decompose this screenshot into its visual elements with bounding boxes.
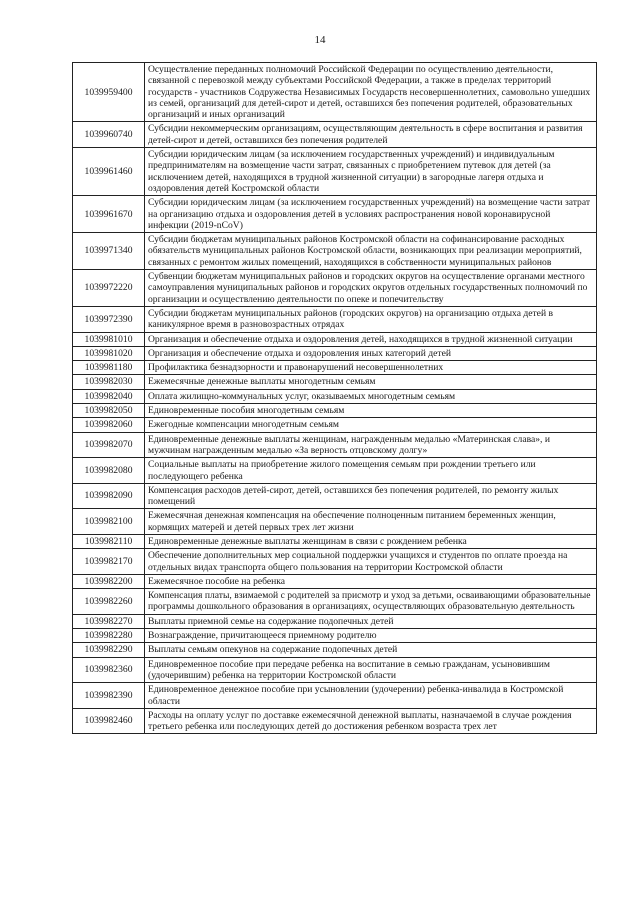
table-row — [73, 483, 597, 509]
table-row — [73, 643, 597, 657]
row-code: 1039971340 — [73, 233, 145, 270]
row-code: 1039960740 — [73, 122, 145, 148]
row-code: 1039982090 — [73, 483, 145, 509]
table-row — [73, 708, 597, 734]
table-row — [73, 63, 597, 122]
table-row — [73, 270, 597, 307]
row-code: 1039982260 — [73, 589, 145, 615]
row-description: Субсидии некоммерческим организациям, осуществляющим деятельность в сфере воспитания и развития детей-сирот и детей, оставшихся без попечения родителей — [145, 122, 597, 148]
row-description: Ежегодные компенсации многодетным семьям — [145, 418, 597, 432]
row-description: Оплата жилищно-коммунальных услуг, оказываемых многодетным семьям — [145, 389, 597, 403]
row-description: Выплаты семьям опекунов на содержание подопечных детей — [145, 643, 597, 657]
row-code: 1039982070 — [73, 432, 145, 458]
row-code: 1039959400 — [73, 63, 145, 122]
table-row — [73, 657, 597, 683]
page-number: 14 — [314, 34, 326, 46]
row-description: Субсидии юридическим лицам (за исключением государственных учреждений) на возмещение части затрат на организацию отдыха и оздоровления детей в условиях распространения новой коронавирусной инфекции (2019-nCoV) — [145, 196, 597, 233]
row-description: Компенсация расходов детей-сирот, детей, оставшихся без попечения родителей, по ремонту жилых помещений — [145, 483, 597, 509]
row-description: Субсидии бюджетам муниципальных районов (городских округов) на организацию отдыха детей в каникулярное время в разновозрастных отрядах — [145, 306, 597, 332]
row-description: Субсидии юридическим лицам (за исключением государственных учреждений) и индивидуальным предпринимателям на возмещение части затрат, связанных с приобретением путевок для детей (за исключением детей, находящихся в трудной жизненной ситуации) в загородные лагеря отдыха и оздоровления детей Костромской области — [145, 148, 597, 196]
table-row — [73, 574, 597, 588]
budget-classification-table — [72, 62, 597, 734]
row-description: Единовременное денежное пособие при усыновлении (удочерении) ребенка-инвалида в Костромской области — [145, 683, 597, 709]
table-row — [73, 432, 597, 458]
row-code: 1039982460 — [73, 708, 145, 734]
row-code: 1039982200 — [73, 574, 145, 588]
table-row — [73, 346, 597, 360]
row-description: Организация и обеспечение отдыха и оздоровления детей, находящихся в трудной жизненной ситуации — [145, 332, 597, 346]
table-row — [73, 389, 597, 403]
table-row — [73, 549, 597, 575]
row-description: Единовременные пособия многодетным семьям — [145, 404, 597, 418]
row-description: Компенсация платы, взимаемой с родителей за присмотр и уход за детьми, осваивающими образовательные программы дошкольного образования в организациях, осуществляющих образовательную деятельность — [145, 589, 597, 615]
row-description: Ежемесячное пособие на ребенка — [145, 574, 597, 588]
row-code: 1039982050 — [73, 404, 145, 418]
row-code: 1039982170 — [73, 549, 145, 575]
row-description: Единовременные денежные выплаты женщинам, награжденным медалью «Материнская слава», и мужчинам награжденным медалью «За верность отцовскому долгу» — [145, 432, 597, 458]
table-row — [73, 629, 597, 643]
row-description: Единовременные денежные выплаты женщинам в связи с рождением ребенка — [145, 534, 597, 548]
row-description: Выплаты приемной семье на содержание подопечных детей — [145, 614, 597, 628]
row-description: Осуществление переданных полномочий Российской Федерации по осуществлению деятельности, связанной с перевозкой между субъектами Российской Федерации, а также в пределах территорий государств - участников Содружества Независимых Государств несовершеннолетних, самовольно ушедших из семей, организаций для детей-сирот и детей, оставшихся без попечения родителей, образовательных организаций и иных организаций — [145, 63, 597, 122]
row-description: Вознаграждение, причитающееся приемному родителю — [145, 629, 597, 643]
row-code: 1039982040 — [73, 389, 145, 403]
table-body — [73, 63, 597, 734]
table-row — [73, 361, 597, 375]
row-code: 1039982280 — [73, 629, 145, 643]
row-code: 1039981010 — [73, 332, 145, 346]
row-code: 1039982360 — [73, 657, 145, 683]
row-code: 1039982030 — [73, 375, 145, 389]
row-description: Субсидии бюджетам муниципальных районов Костромской области на софинансирование расходных обязательств муниципальных районов Костромской области, возникающих при реализации мероприятий, связанных с ремонтом жилых помещений, находящихся в собственности муниципальных районов — [145, 233, 597, 270]
table-row — [73, 332, 597, 346]
table-row — [73, 375, 597, 389]
row-description: Организация и обеспечение отдыха и оздоровления иных категорий детей — [145, 346, 597, 360]
row-description: Ежемесячные денежные выплаты многодетным семьям — [145, 375, 597, 389]
row-description: Единовременное пособие при передаче ребенка на воспитание в семью гражданам, усыновившим (удочерившим) ребенка на территории Костромской области — [145, 657, 597, 683]
table-row — [73, 233, 597, 270]
table-row — [73, 509, 597, 535]
row-description: Профилактика безнадзорности и правонарушений несовершеннолетних — [145, 361, 597, 375]
row-description: Субвенции бюджетам муниципальных районов и городских округов на осуществление органами местного самоуправления муниципальных районов и городских округов отдельных государственных полномочий по организации и осуществлению деятельности по опеке и попечительству — [145, 270, 597, 307]
table-row — [73, 196, 597, 233]
table-row — [73, 683, 597, 709]
row-code: 1039981180 — [73, 361, 145, 375]
table-row — [73, 534, 597, 548]
row-code: 1039982110 — [73, 534, 145, 548]
row-description: Расходы на оплату услуг по доставке ежемесячной денежной выплаты, назначаемой в случае рождения третьего ребенка или последующих детей до достижения ребенком возраста трех лет — [145, 708, 597, 734]
table-row — [73, 404, 597, 418]
table-row — [73, 614, 597, 628]
row-code: 1039982290 — [73, 643, 145, 657]
row-description: Ежемесячная денежная компенсация на обеспечение полноценным питанием беременных женщин, кормящих матерей и детей первых трех лет жизни — [145, 509, 597, 535]
row-code: 1039982060 — [73, 418, 145, 432]
row-description: Обеспечение дополнительных мер социальной поддержки учащихся и студентов по оплате проезда на отдельных видах транспорта общего пользования на территории Костромской области — [145, 549, 597, 575]
row-code: 1039972220 — [73, 270, 145, 307]
table-row — [73, 458, 597, 484]
row-code: 1039982390 — [73, 683, 145, 709]
row-code: 1039982080 — [73, 458, 145, 484]
row-code: 1039972390 — [73, 306, 145, 332]
row-description: Социальные выплаты на приобретение жилого помещения семьям при рождении третьего или последующего ребенка — [145, 458, 597, 484]
row-code: 1039961460 — [73, 148, 145, 196]
table-row — [73, 589, 597, 615]
table-row — [73, 306, 597, 332]
table-row — [73, 418, 597, 432]
table-row — [73, 122, 597, 148]
row-code: 1039982100 — [73, 509, 145, 535]
row-code: 1039982270 — [73, 614, 145, 628]
table-row — [73, 148, 597, 196]
row-code: 1039981020 — [73, 346, 145, 360]
row-code: 1039961670 — [73, 196, 145, 233]
